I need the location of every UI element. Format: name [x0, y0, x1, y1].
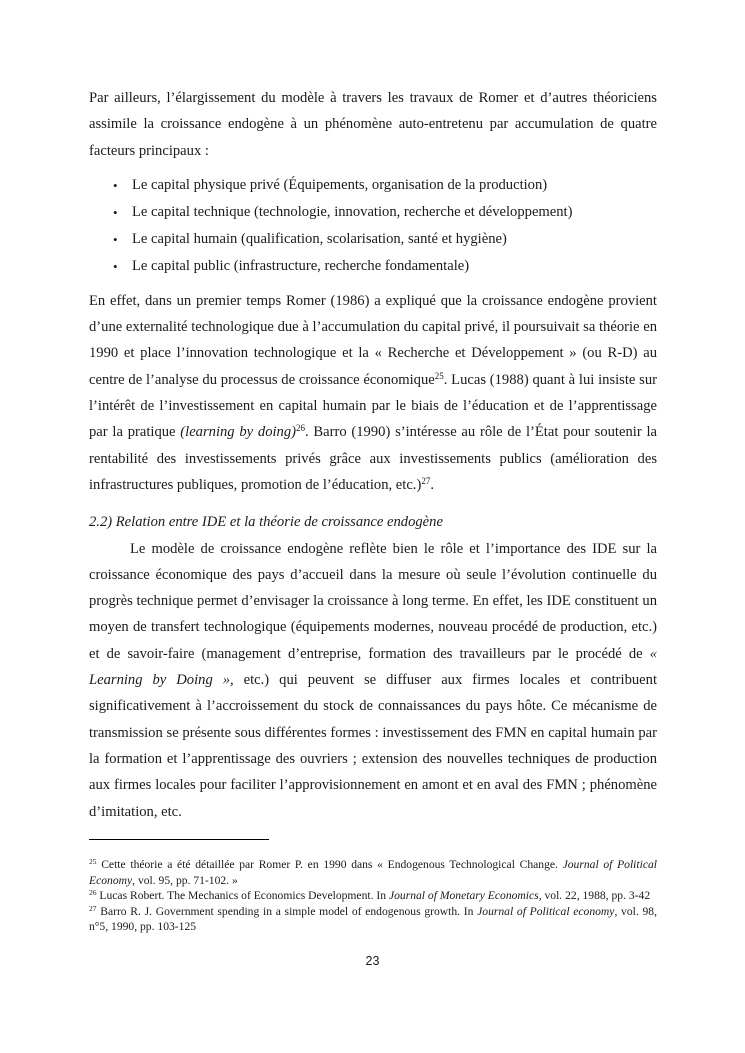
footnote-ref-27[interactable]: 27	[421, 475, 431, 486]
list-item: • Le capital public (infrastructure, recherche fondamentale)	[89, 253, 657, 280]
bullet-icon: •	[113, 177, 118, 193]
section-heading: 2.2) Relation entre IDE et la théorie de croissance endogène	[89, 514, 443, 531]
footnote-ref-25[interactable]: 25	[434, 370, 444, 381]
intro-paragraph: Par ailleurs, l’élargissement du modèle à travers les travaux de Romer et d’autres théoriciens assimile la croissance endogène à un phénomène auto-entretenu par accumulation de quatre facteurs principaux :	[89, 90, 657, 159]
footnote-25: $^{25}$ Cette théorie a été détaillée par Romer P. en 1990 dans « Endogenous Technological Change. Journal of Political Economy, vol. 95, pp. 71-102. »	[89, 857, 657, 887]
footnotes	[89, 857, 657, 935]
bullet-icon: •	[113, 231, 118, 247]
romer-lucas-barro-paragraph: En effet, dans un premier temps Romer (1986) a expliqué que la croissance endogène provient d’une externalité technologique due à l’accumulation du capital privé, il poursuivait sa théorie en 1990 et place l’innovation technologique et la « Recherche et Développement » (ou R-D) au centre de l’analyse du processus de croissance économique$^{25}$. Lucas (1988) quant à lui insiste sur l’intérêt de l’investissement en capital humain par le biais de l’éducation et de l’apprentissage par la pratique (learning by doing)$^{26}$. Barro (1990) s’intéresse au rôle de l’État pour soutenir la rentabilité des investissements privés grâce aux investissements publics (amélioration des infrastructures publiques, promotion de l’éducation, etc.)$^{27}$.	[89, 292, 657, 493]
body-text	[89, 85, 657, 825]
footnote-ref-26[interactable]: 26	[296, 423, 305, 434]
factor-list	[89, 172, 657, 280]
list-item: • Le capital technique (technologie, innovation, recherche et développement)	[89, 199, 657, 226]
list-item: • Le capital physique privé (Équipements, organisation de la production)	[89, 172, 657, 199]
footnote-27: $^{27}$ Barro R. J. Government spending in a simple model of endogenous growth. In Journal of Political economy, vol. 98, n°5, 1990, pp. 103-125	[89, 903, 657, 934]
bullet-icon: •	[113, 204, 118, 220]
ide-paragraph: Le modèle de croissance endogène reflète bien le rôle et l’importance des IDE sur la croissance économique des pays d’accueil dans la mesure où seule l’évolution continuelle du progrès technique permet d’envisager la croissance à long terme. En effet, les IDE constituent un moyen de transfert technologique (équipements modernes, nouveau procédé de production, etc.) et de savoir-faire (management d’entreprise, formation des travailleurs par le procédé de « Learning by Doing », etc.) qui peuvent se diffuser aux firmes locales et contribuent significativement à l’accroissement du stock de connaissances du pays hôte. Ce mécanisme de transmission se présente sous différentes formes : investissement des FMN en capital humain par la formation et l’apprentissage des ouvriers ; extension des nouvelles techniques de production aux firmes locales pour faciliter l’approvisionnement en amont et en aval des FMN ; phénomène d’imitation, etc.	[89, 540, 657, 820]
page-number: 23	[365, 954, 380, 968]
footnote-26: $^{26}$ Lucas Robert. The Mechanics of Economics Development. In Journal of Monetary Economics, vol. 22, 1988, pp. 3-42	[89, 888, 651, 903]
footnote-separator	[89, 839, 269, 840]
list-item: • Le capital humain (qualification, scolarisation, santé et hygiène)	[89, 226, 657, 253]
bullet-icon: •	[113, 258, 118, 274]
